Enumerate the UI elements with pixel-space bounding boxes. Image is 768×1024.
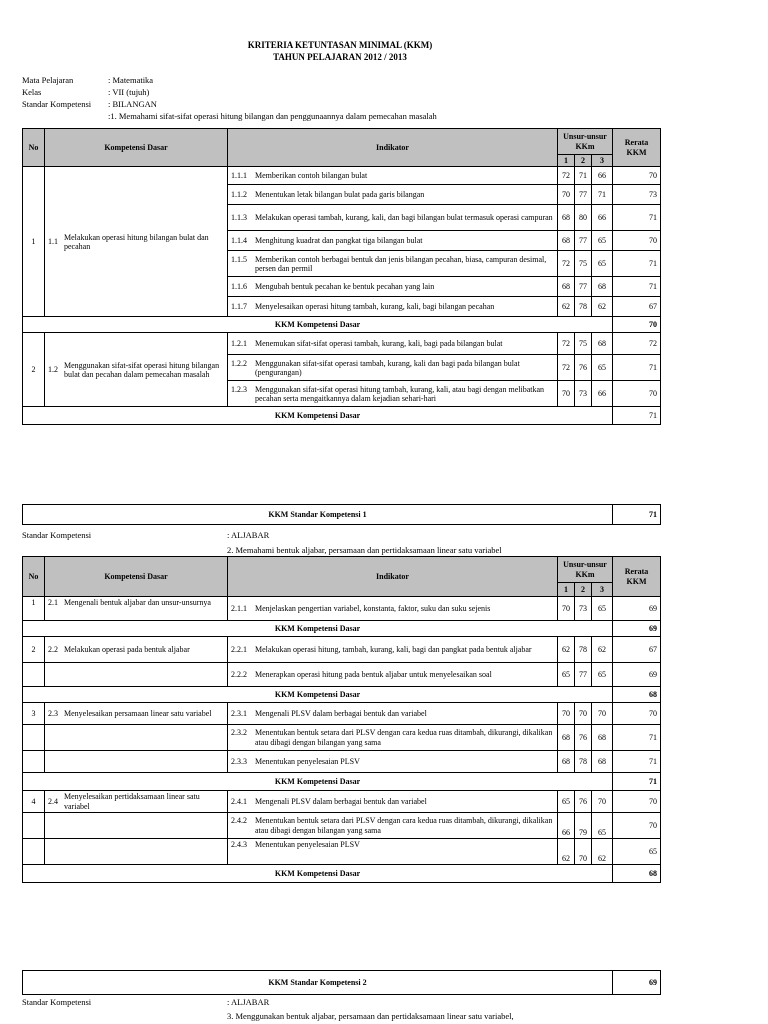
rerata-cell: 70 <box>613 381 661 407</box>
rerata-cell: 71 <box>613 751 661 773</box>
u2-cell: 76 <box>575 725 592 751</box>
ind-text: Memberikan contoh berbagai bentuk dan jenis bilangan pecahan, biasa, campuran desimal, persen dan permil <box>255 254 547 273</box>
sk3-label: Standar Kompetensi <box>22 997 92 1007</box>
sk-description: :1. Memahami sifat-sifat operasi hitung bilangan dan penggunaannya dalam pemecahan masalah <box>108 111 437 121</box>
ind-text: Menggunakan sifat-sifat operasi tambah, kurang, kali dan bagi pada bilangan bulat (pengurangan) <box>255 358 520 377</box>
sk3-value: : ALJABAR <box>227 997 270 1007</box>
ind-code: 2.2.2 <box>231 669 247 679</box>
ind-code: 2.1.1 <box>231 603 247 613</box>
u2-cell: 78 <box>575 751 592 773</box>
kkm-kd-label: KKM Kompetensi Dasar <box>23 865 613 883</box>
u3-cell: 62 <box>592 839 613 865</box>
kkm-kd-row <box>23 317 661 333</box>
u3-cell: 65 <box>592 813 613 839</box>
indicator-cell <box>228 231 558 251</box>
u1-cell: 70 <box>558 597 575 621</box>
kkm-kd-row <box>23 865 661 883</box>
indicator-cell <box>228 791 558 813</box>
u3-cell: 65 <box>592 231 613 251</box>
ind-code: 1.2.3 <box>231 384 247 394</box>
u3-cell: 65 <box>592 663 613 687</box>
u1-cell: 65 <box>558 663 575 687</box>
indicator-cell <box>228 355 558 381</box>
indicator-cell <box>228 205 558 231</box>
empty-cell <box>23 751 45 773</box>
u3-cell: 68 <box>592 751 613 773</box>
ind-code: 2.4.2 <box>231 816 247 826</box>
kkm-kd-value: 68 <box>613 865 661 883</box>
rerata-cell: 70 <box>613 231 661 251</box>
ind-text: Menentukan penyelesaian PLSV <box>255 840 360 849</box>
u1-cell: 70 <box>558 185 575 205</box>
sk-value: : BILANGAN <box>108 99 157 109</box>
u1-cell: 70 <box>558 703 575 725</box>
row-no: 1 <box>23 597 45 621</box>
u3-cell: 65 <box>592 251 613 277</box>
col-rerata: Rerata KKM <box>613 557 661 597</box>
ind-text: Menggunakan sifat-sifat operasi hitung tambah, kurang, kali, atau bagi dengan melibatkan pecahan serta mengaitkannya dalam kejadian sehari-hari <box>255 384 545 403</box>
kkm-kd-value: 71 <box>613 773 661 791</box>
ind-text: Menyelesaikan operasi hitung tambah, kurang, kali, bagi bilangan pecahan <box>255 302 495 312</box>
col-no: No <box>23 129 45 167</box>
sk2-label: Standar Kompetensi <box>22 530 92 540</box>
ind-code: 2.4.3 <box>231 840 247 849</box>
mapel-value: : Matematika <box>108 75 154 85</box>
ind-text: Menentukan letak bilangan bulat pada garis bilangan <box>255 190 425 200</box>
table-row <box>23 703 661 725</box>
u1-cell: 62 <box>558 637 575 663</box>
u3-cell: 68 <box>592 725 613 751</box>
table-row <box>23 725 661 751</box>
col-unsur: Unsur-unsur KKm <box>558 557 613 583</box>
kd-cell <box>45 597 228 621</box>
u1-cell: 72 <box>558 251 575 277</box>
kkm-sk1-box <box>22 504 661 525</box>
ind-code: 2.2.1 <box>231 644 247 654</box>
kkm-kd-value: 69 <box>613 621 661 637</box>
col-indikator: Indikator <box>228 129 558 167</box>
u1-cell: 65 <box>558 791 575 813</box>
col-rerata: Rerata KKM <box>613 129 661 167</box>
kd-cell <box>45 637 228 663</box>
rerata-cell: 70 <box>613 813 661 839</box>
kd-cell <box>45 703 228 725</box>
row-no: 4 <box>23 791 45 813</box>
kd-code: 1.2 <box>48 365 58 375</box>
ind-code: 1.1.1 <box>231 171 247 181</box>
kkm-sk2-label: KKM Standar Kompetensi 2 <box>23 971 613 995</box>
kkm-sk2-box <box>22 970 661 995</box>
indicator-cell <box>228 839 558 865</box>
u2-cell: 76 <box>575 355 592 381</box>
rerata-cell: 69 <box>613 597 661 621</box>
u1-cell: 70 <box>558 381 575 407</box>
kkm-kd-value: 70 <box>613 317 661 333</box>
empty-cell <box>45 725 228 751</box>
ind-text: Melakukan operasi hitung, tambah, kurang, kali, bagi dan pangkat pada bentuk aljabar <box>255 644 532 654</box>
empty-cell <box>23 813 45 839</box>
kd-text: Menyelesaikan pertidaksamaan linear satu variabel <box>64 792 200 811</box>
ind-code: 1.2.2 <box>231 358 247 368</box>
ind-text: Memberikan contoh bilangan bulat <box>255 171 368 181</box>
indicator-cell <box>228 167 558 185</box>
kkm-sk1-label: KKM Standar Kompetensi 1 <box>23 505 613 525</box>
u1-cell: 62 <box>558 839 575 865</box>
col-u1: 1 <box>558 583 575 597</box>
u2-cell: 73 <box>575 597 592 621</box>
kd-cell <box>45 333 228 407</box>
kkm-kd-value: 68 <box>613 687 661 703</box>
kkm-table-sk1 <box>22 128 661 425</box>
ind-text: Menghitung kuadrat dan pangkat tiga bilangan bulat <box>255 236 423 246</box>
col-u2: 2 <box>575 583 592 597</box>
sk3-description: 3. Menggunakan bentuk aljabar, persamaan dan pertidaksamaan linear satu variabel, <box>227 1011 514 1021</box>
table-row <box>23 663 661 687</box>
rerata-cell: 71 <box>613 277 661 297</box>
ind-text: Menjelaskan pengertian variabel, konstanta, faktor, suku dan suku sejenis <box>255 603 491 613</box>
u3-cell: 70 <box>592 791 613 813</box>
indicator-cell <box>228 185 558 205</box>
kd-text: Mengenali bentuk aljabar dan unsur-unsurnya <box>64 598 211 607</box>
kelas-value: : VII (tujuh) <box>108 87 150 97</box>
kelas-label: Kelas <box>22 87 42 97</box>
u2-cell: 77 <box>575 185 592 205</box>
sk2-value: : ALJABAR <box>227 530 270 540</box>
indicator-cell <box>228 725 558 751</box>
u3-cell: 62 <box>592 637 613 663</box>
table-row <box>23 333 661 355</box>
rerata-cell: 70 <box>613 167 661 185</box>
indicator-cell <box>228 333 558 355</box>
u3-cell: 65 <box>592 355 613 381</box>
u2-cell: 73 <box>575 381 592 407</box>
indicator-cell <box>228 637 558 663</box>
rerata-cell: 71 <box>613 725 661 751</box>
ind-text: Mengenali PLSV dalam berbagai bentuk dan variabel <box>255 708 427 718</box>
ind-code: 2.3.3 <box>231 756 247 766</box>
u1-cell: 68 <box>558 725 575 751</box>
kkm-kd-label: KKM Kompetensi Dasar <box>23 407 613 425</box>
u1-cell: 68 <box>558 205 575 231</box>
rerata-cell: 67 <box>613 637 661 663</box>
indicator-cell <box>228 703 558 725</box>
rerata-cell: 67 <box>613 297 661 317</box>
kkm-kd-value: 71 <box>613 407 661 425</box>
ind-code: 1.1.2 <box>231 190 247 200</box>
u2-cell: 76 <box>575 791 592 813</box>
table-row <box>23 813 661 839</box>
indicator-cell <box>228 751 558 773</box>
u3-cell: 68 <box>592 333 613 355</box>
ind-code: 1.1.6 <box>231 282 247 292</box>
ind-code: 1.2.1 <box>231 339 247 349</box>
ind-code: 1.1.7 <box>231 302 247 312</box>
u2-cell: 77 <box>575 277 592 297</box>
kd-text: Melakukan operasi pada bentuk aljabar <box>64 644 190 654</box>
u2-cell: 78 <box>575 297 592 317</box>
row-no: 2 <box>23 333 45 407</box>
kkm-kd-row <box>23 687 661 703</box>
sk2-description: 2. Memahami bentuk aljabar, persamaan dan pertidaksamaan linear satu variabel <box>227 545 502 555</box>
kkm-kd-row <box>23 773 661 791</box>
indicator-cell <box>228 381 558 407</box>
kkm-kd-label: KKM Kompetensi Dasar <box>23 621 613 637</box>
kd-text: Menyelesaikan persamaan linear satu variabel <box>64 708 212 718</box>
rerata-cell: 70 <box>613 703 661 725</box>
col-u3: 3 <box>592 583 613 597</box>
indicator-cell <box>228 251 558 277</box>
u1-cell: 68 <box>558 231 575 251</box>
kkm-kd-label: KKM Kompetensi Dasar <box>23 317 613 333</box>
kd-text: Melakukan operasi hitung bilangan bulat dan pecahan <box>64 232 209 251</box>
ind-text: Menentukan bentuk setara dari PLSV dengan cara kedua ruas ditambah, dikurangi, dikalikan atau dibagi dengan bilangan yang sama <box>255 728 553 747</box>
mapel-label: Mata Pelajaran <box>22 75 74 85</box>
kd-code: 2.1 <box>48 598 58 607</box>
u3-cell: 65 <box>592 597 613 621</box>
u3-cell: 71 <box>592 185 613 205</box>
indicator-cell <box>228 663 558 687</box>
u2-cell: 79 <box>575 813 592 839</box>
u1-cell: 68 <box>558 751 575 773</box>
col-unsur: Unsur-unsur KKm <box>558 129 613 155</box>
empty-cell <box>45 751 228 773</box>
document-subtitle: TAHUN PELAJARAN 2012 / 2013 <box>273 52 407 62</box>
col-u3: 3 <box>592 155 613 167</box>
rerata-cell: 71 <box>613 355 661 381</box>
kkm-sk1-value: 71 <box>613 505 661 525</box>
u1-cell: 68 <box>558 277 575 297</box>
table-row <box>23 597 661 621</box>
u1-cell: 62 <box>558 297 575 317</box>
empty-cell <box>45 813 228 839</box>
empty-cell <box>45 663 228 687</box>
ind-text: Mengenali PLSV dalam berbagai bentuk dan variabel <box>255 796 427 806</box>
rerata-cell: 69 <box>613 663 661 687</box>
sk-label: Standar Kompetensi <box>22 99 92 109</box>
kd-code: 2.3 <box>48 708 58 718</box>
kd-cell <box>45 791 228 813</box>
ind-code: 1.1.3 <box>231 213 247 223</box>
table-row <box>23 751 661 773</box>
u2-cell: 77 <box>575 231 592 251</box>
row-no: 1 <box>23 167 45 317</box>
kd-code: 2.4 <box>48 796 58 806</box>
kkm-kd-label: KKM Kompetensi Dasar <box>23 773 613 791</box>
u3-cell: 66 <box>592 205 613 231</box>
kd-code: 1.1 <box>48 237 58 247</box>
col-kd: Kompetensi Dasar <box>45 557 228 597</box>
ind-code: 2.4.1 <box>231 796 247 806</box>
col-kd: Kompetensi Dasar <box>45 129 228 167</box>
indicator-cell <box>228 297 558 317</box>
ind-code: 1.1.4 <box>231 236 247 246</box>
empty-cell <box>23 725 45 751</box>
u3-cell: 62 <box>592 297 613 317</box>
rerata-cell: 65 <box>613 839 661 865</box>
kkm-kd-row <box>23 621 661 637</box>
col-no: No <box>23 557 45 597</box>
table-row <box>23 637 661 663</box>
ind-code: 2.3.2 <box>231 728 247 738</box>
u3-cell: 68 <box>592 277 613 297</box>
u1-cell: 72 <box>558 333 575 355</box>
table-row <box>23 167 661 185</box>
ind-text: Menentukan penyelesaian PLSV <box>255 756 360 766</box>
rerata-cell: 70 <box>613 791 661 813</box>
indicator-cell <box>228 597 558 621</box>
col-u1: 1 <box>558 155 575 167</box>
col-u2: 2 <box>575 155 592 167</box>
u3-cell: 66 <box>592 167 613 185</box>
u1-cell: 72 <box>558 167 575 185</box>
u2-cell: 70 <box>575 703 592 725</box>
table-row <box>23 839 661 865</box>
u2-cell: 78 <box>575 637 592 663</box>
ind-text: Mengubah bentuk pecahan ke bentuk pecahan yang lain <box>255 282 435 292</box>
u1-cell: 66 <box>558 813 575 839</box>
u2-cell: 77 <box>575 663 592 687</box>
kkm-sk2-value: 69 <box>613 971 661 995</box>
u2-cell: 70 <box>575 839 592 865</box>
kd-text: Menggunakan sifat-sifat operasi hitung bilangan bulat dan pecahan dalam pemecahan masalah <box>64 360 220 379</box>
empty-cell <box>45 839 228 865</box>
ind-text: Melakukan operasi tambah, kurang, kali, dan bagi bilangan bulat termasuk operasi campuran <box>255 213 553 223</box>
indicator-cell <box>228 813 558 839</box>
u3-cell: 70 <box>592 703 613 725</box>
kkm-table-sk2 <box>22 556 661 883</box>
ind-code: 1.1.5 <box>231 254 247 264</box>
ind-text: Menerapkan operasi hitung pada bentuk aljabar untuk menyelesaikan soal <box>255 669 492 679</box>
ind-text: Menemukan sifat-sifat operasi tambah, kurang, kali, bagi pada bilangan bulat <box>255 339 503 349</box>
kd-code: 2.2 <box>48 644 58 654</box>
u2-cell: 75 <box>575 251 592 277</box>
row-no: 3 <box>23 703 45 725</box>
rerata-cell: 73 <box>613 185 661 205</box>
row-no: 2 <box>23 637 45 663</box>
rerata-cell: 72 <box>613 333 661 355</box>
u2-cell: 71 <box>575 167 592 185</box>
u2-cell: 80 <box>575 205 592 231</box>
document-title: KRITERIA KETUNTASAN MINIMAL (KKM) <box>247 40 433 50</box>
col-indikator: Indikator <box>228 557 558 597</box>
u3-cell: 66 <box>592 381 613 407</box>
kkm-kd-label: KKM Kompetensi Dasar <box>23 687 613 703</box>
empty-cell <box>23 663 45 687</box>
kkm-kd-row <box>23 407 661 425</box>
rerata-cell: 71 <box>613 205 661 231</box>
u2-cell: 75 <box>575 333 592 355</box>
rerata-cell: 71 <box>613 251 661 277</box>
indicator-cell <box>228 277 558 297</box>
kd-cell <box>45 167 228 317</box>
u1-cell: 72 <box>558 355 575 381</box>
ind-code: 2.3.1 <box>231 708 247 718</box>
empty-cell <box>23 839 45 865</box>
table-row <box>23 791 661 813</box>
ind-text: Menentukan bentuk setara dari PLSV dengan cara kedua ruas ditambah, dikurangi, dikalikan atau dibagi dengan bilangan yang sama <box>255 816 553 835</box>
